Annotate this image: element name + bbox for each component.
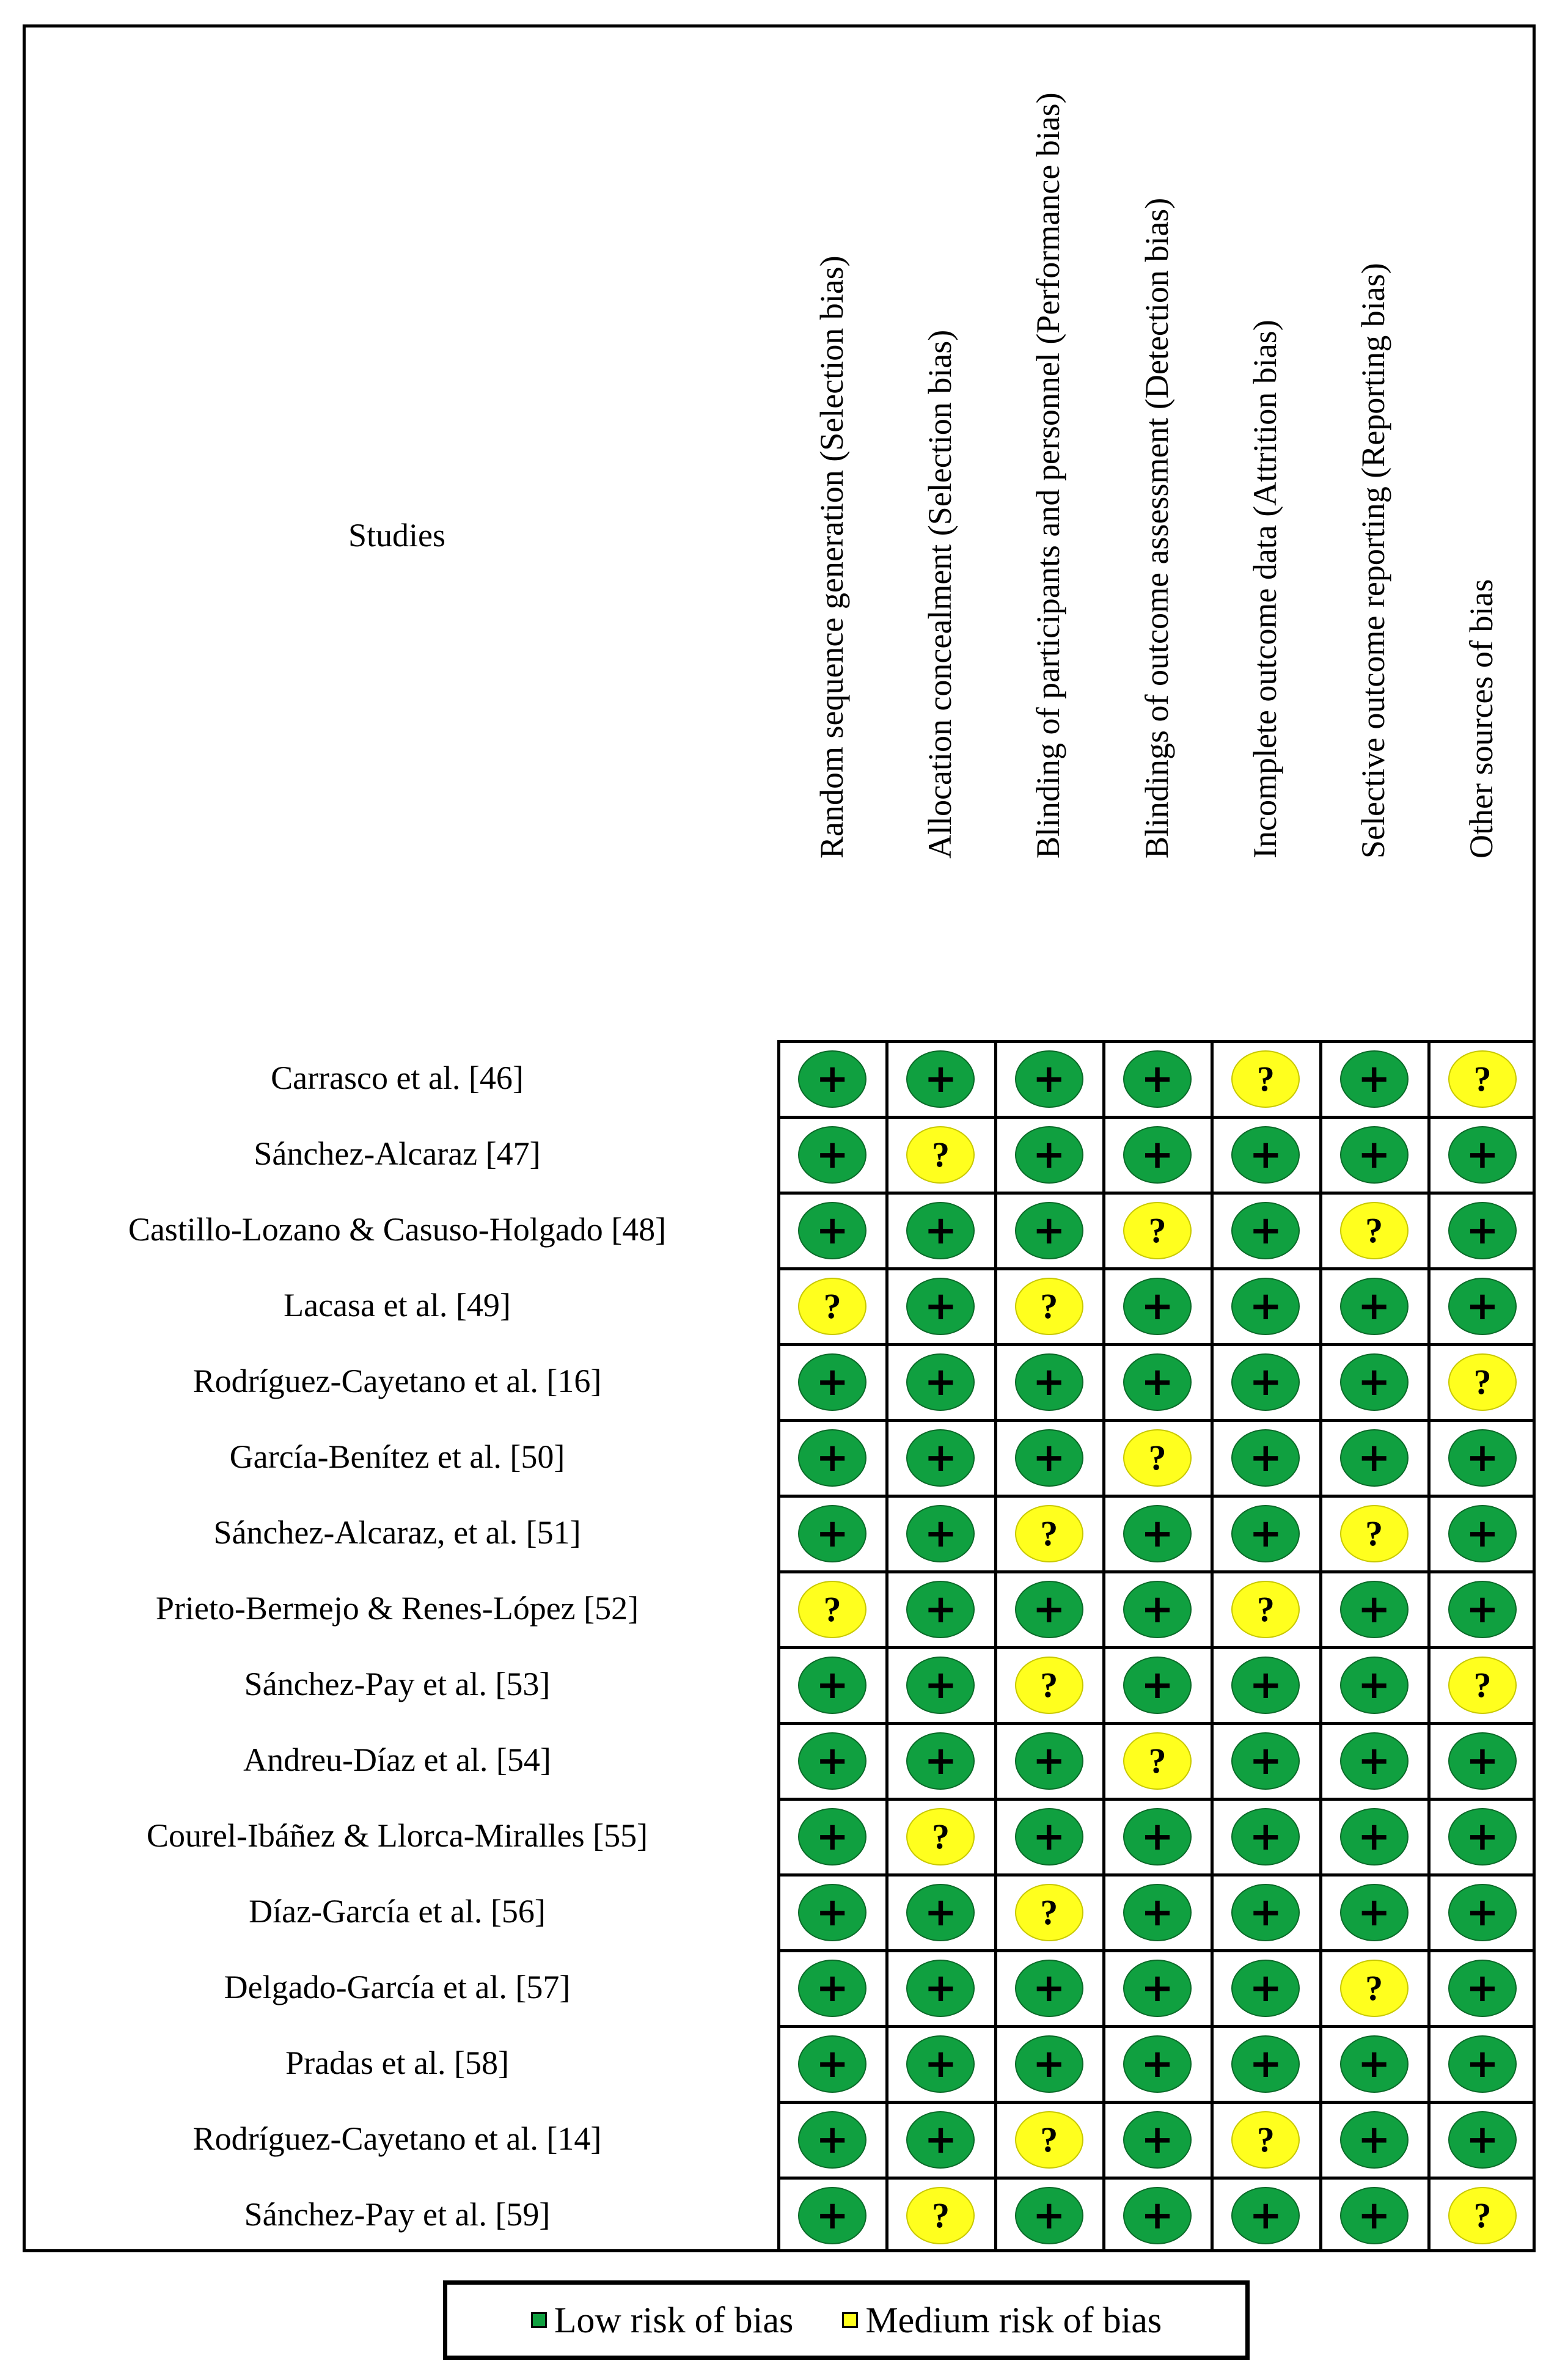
- low-risk-mark: +: [906, 1050, 975, 1108]
- rating-cell: [1429, 1800, 1536, 1873]
- rating-cell: [1104, 1951, 1211, 2025]
- medium-risk-mark: ?: [1015, 1505, 1083, 1562]
- low-risk-mark: +: [906, 1657, 975, 1714]
- low-risk-mark: +: [906, 1278, 975, 1335]
- rating-cell: [1212, 2027, 1319, 2101]
- rating-cell: [779, 1269, 885, 1343]
- rating-cell: [1212, 1193, 1319, 1267]
- legend-swatch-low: [531, 2312, 547, 2328]
- rating-cell: [1104, 2178, 1211, 2252]
- rating-cell: [1212, 1421, 1319, 1495]
- low-risk-mark: +: [1015, 2187, 1083, 2244]
- rating-cell: [996, 1118, 1102, 1192]
- low-risk-mark: +: [1340, 1353, 1409, 1411]
- rating-cell: [1104, 1648, 1211, 1722]
- medium-risk-mark: ?: [1448, 1050, 1517, 1108]
- low-risk-mark: +: [1123, 1505, 1192, 1562]
- low-risk-mark: +: [1231, 1808, 1300, 1866]
- rating-cell: [1321, 1572, 1427, 1646]
- study-label: Rodríguez-Cayetano et al. [14]: [192, 2120, 602, 2157]
- low-risk-mark: +: [798, 1126, 866, 1184]
- rating-cell: [1212, 1572, 1319, 1646]
- rating-cell: [1104, 1042, 1211, 1116]
- rating-cell: [1321, 1269, 1427, 1343]
- low-risk-mark: +: [1340, 1581, 1409, 1638]
- rating-cell: [996, 1421, 1102, 1495]
- rating-cell: [887, 1875, 994, 1949]
- low-risk-mark: +: [798, 1353, 866, 1411]
- low-risk-mark: +: [1015, 2035, 1083, 2093]
- rating-cell: [1429, 1345, 1536, 1419]
- rating-cell: [996, 2027, 1102, 2101]
- medium-risk-mark: ?: [798, 1581, 866, 1638]
- rating-cell: [779, 1042, 885, 1116]
- medium-risk-mark: ?: [1448, 2187, 1517, 2244]
- low-risk-mark: +: [1123, 2111, 1192, 2169]
- low-risk-mark: +: [1448, 1429, 1517, 1487]
- column-header-5: Incomplete outcome data (Attrition bias): [1246, 320, 1283, 859]
- low-risk-mark: +: [1340, 1732, 1409, 1790]
- rating-cell: [779, 1193, 885, 1267]
- rating-cell: [1104, 1800, 1211, 1873]
- study-label: Pradas et al. [58]: [285, 2045, 509, 2081]
- rating-cell: [996, 2103, 1102, 2177]
- low-risk-mark: +: [1015, 1050, 1083, 1108]
- low-risk-mark: +: [1448, 1732, 1517, 1790]
- study-label: Delgado-García et al. [57]: [224, 1969, 571, 2005]
- rating-cell: [1429, 1951, 1536, 2025]
- low-risk-mark: +: [1015, 1202, 1083, 1259]
- rating-cell: [1321, 1648, 1427, 1722]
- rating-cell: [1212, 1800, 1319, 1873]
- rating-cell: [887, 1042, 994, 1116]
- low-risk-mark: +: [906, 1884, 975, 1941]
- low-risk-mark: +: [906, 1429, 975, 1487]
- low-risk-mark: +: [1123, 1278, 1192, 1335]
- rating-cell: [1429, 1496, 1536, 1570]
- low-risk-mark: +: [1340, 1126, 1409, 1184]
- rating-cell: [779, 1724, 885, 1798]
- column-header-4: Blindings of outcome assessment (Detection bias): [1138, 197, 1175, 859]
- low-risk-mark: +: [1015, 1353, 1083, 1411]
- medium-risk-mark: ?: [1231, 1050, 1300, 1108]
- low-risk-mark: +: [1340, 2035, 1409, 2093]
- low-risk-mark: +: [1340, 1050, 1409, 1108]
- rating-cell: [1104, 1724, 1211, 1798]
- low-risk-mark: +: [1123, 2187, 1192, 2244]
- rating-cell: [1429, 2027, 1536, 2101]
- rating-cell: [996, 1042, 1102, 1116]
- study-label: Sánchez-Pay et al. [59]: [244, 2196, 551, 2233]
- rating-cell: [1429, 1118, 1536, 1192]
- column-header-3: Blinding of participants and personnel (Performance bias): [1030, 92, 1067, 859]
- rating-cell: [887, 1951, 994, 2025]
- column-header-2: Allocation concealment (Selection bias): [921, 329, 958, 859]
- rating-cell: [1321, 1496, 1427, 1570]
- rating-cell: [887, 1193, 994, 1267]
- rating-cell: [1212, 1042, 1319, 1116]
- rating-cell: [1212, 1269, 1319, 1343]
- rating-cell: [1429, 1193, 1536, 1267]
- rating-cell: [779, 1345, 885, 1419]
- low-risk-mark: +: [798, 2111, 866, 2169]
- medium-risk-mark: ?: [1015, 2111, 1083, 2169]
- low-risk-mark: +: [1340, 1884, 1409, 1941]
- rating-cell: [1321, 1800, 1427, 1873]
- rating-cell: [887, 2178, 994, 2252]
- low-risk-mark: +: [798, 1732, 866, 1790]
- rating-cell: [1429, 1421, 1536, 1495]
- low-risk-mark: +: [906, 1505, 975, 1562]
- medium-risk-mark: ?: [1340, 1960, 1409, 2017]
- rating-cell: [1104, 2103, 1211, 2177]
- low-risk-mark: +: [1340, 1657, 1409, 1714]
- low-risk-mark: +: [1123, 1581, 1192, 1638]
- low-risk-mark: +: [1340, 2187, 1409, 2244]
- low-risk-mark: +: [906, 2111, 975, 2169]
- rating-cell: [779, 2027, 885, 2101]
- low-risk-mark: +: [906, 1960, 975, 2017]
- rating-cell: [1212, 1724, 1319, 1798]
- rating-cell: [1321, 1875, 1427, 1949]
- rating-cell: [996, 1496, 1102, 1570]
- rating-cell: [887, 1724, 994, 1798]
- medium-risk-mark: ?: [1340, 1202, 1409, 1259]
- rating-cell: [779, 1118, 885, 1192]
- rating-cell: [887, 1648, 994, 1722]
- rating-cell: [996, 1345, 1102, 1419]
- legend-item-medium: [842, 2299, 1162, 2342]
- legend-label-medium: Medium risk of bias: [865, 2299, 1162, 2340]
- rating-cell: [996, 1875, 1102, 1949]
- rating-cell: [1212, 2178, 1319, 2252]
- low-risk-mark: +: [798, 1960, 866, 2017]
- low-risk-mark: +: [1448, 1960, 1517, 2017]
- low-risk-mark: +: [798, 1808, 866, 1866]
- legend-item-low: [531, 2299, 794, 2342]
- rating-cell: [887, 1421, 994, 1495]
- rating-cell: [996, 1269, 1102, 1343]
- study-label: Sánchez-Alcaraz [47]: [254, 1135, 541, 1172]
- medium-risk-mark: ?: [906, 1808, 975, 1866]
- study-label: García-Benítez et al. [50]: [229, 1438, 565, 1475]
- rating-cell: [1321, 1724, 1427, 1798]
- rating-cell: [1429, 1572, 1536, 1646]
- rating-cell: [887, 1572, 994, 1646]
- rating-cell: [779, 2103, 885, 2177]
- low-risk-mark: +: [906, 2035, 975, 2093]
- rating-cell: [779, 1572, 885, 1646]
- low-risk-mark: +: [1231, 1353, 1300, 1411]
- rating-cell: [1212, 1345, 1319, 1419]
- low-risk-mark: +: [798, 1884, 866, 1941]
- rating-cell: [887, 1496, 994, 1570]
- low-risk-mark: +: [1123, 1353, 1192, 1411]
- medium-risk-mark: ?: [798, 1278, 866, 1335]
- study-label: Courel-Ibáñez & Llorca-Miralles [55]: [146, 1817, 648, 1854]
- rating-cell: [996, 1648, 1102, 1722]
- rating-cell: [1212, 1496, 1319, 1570]
- legend-label-low: Low risk of bias: [554, 2299, 794, 2340]
- low-risk-mark: +: [1231, 1732, 1300, 1790]
- low-risk-mark: +: [798, 1050, 866, 1108]
- rating-cell: [996, 2178, 1102, 2252]
- rating-cell: [996, 1572, 1102, 1646]
- study-label: Díaz-García et al. [56]: [249, 1893, 546, 1930]
- rating-cell: [779, 2178, 885, 2252]
- low-risk-mark: +: [1231, 1202, 1300, 1259]
- rating-cell: [1104, 2027, 1211, 2101]
- rating-cell: [996, 1800, 1102, 1873]
- low-risk-mark: +: [1448, 1202, 1517, 1259]
- column-header-6: Selective outcome reporting (Reporting bias): [1355, 263, 1392, 859]
- low-risk-mark: +: [1123, 1050, 1192, 1108]
- rating-cell: [1212, 1951, 1319, 2025]
- studies-column-title: Studies: [348, 517, 446, 554]
- rating-cell: [1212, 2103, 1319, 2177]
- rating-cell: [1429, 1724, 1536, 1798]
- low-risk-mark: +: [906, 1732, 975, 1790]
- low-risk-mark: +: [1015, 1581, 1083, 1638]
- risk-of-bias-grid: [777, 1040, 1536, 2252]
- rating-cell: [996, 1193, 1102, 1267]
- rating-cell: [1212, 1118, 1319, 1192]
- low-risk-mark: +: [1231, 1505, 1300, 1562]
- low-risk-mark: +: [798, 2035, 866, 2093]
- medium-risk-mark: ?: [1448, 1657, 1517, 1714]
- medium-risk-mark: ?: [1123, 1429, 1192, 1487]
- low-risk-mark: +: [798, 1657, 866, 1714]
- low-risk-mark: +: [1123, 2035, 1192, 2093]
- rating-cell: [1104, 1496, 1211, 1570]
- low-risk-mark: +: [1015, 1732, 1083, 1790]
- rating-cell: [779, 1951, 885, 2025]
- low-risk-mark: +: [798, 2187, 866, 2244]
- medium-risk-mark: ?: [1015, 1278, 1083, 1335]
- low-risk-mark: +: [1231, 1657, 1300, 1714]
- low-risk-mark: +: [1015, 1808, 1083, 1866]
- rating-cell: [1104, 1118, 1211, 1192]
- rating-cell: [1321, 2178, 1427, 2252]
- rating-cell: [1429, 1042, 1536, 1116]
- low-risk-mark: +: [1231, 1884, 1300, 1941]
- rating-cell: [1104, 1875, 1211, 1949]
- low-risk-mark: +: [798, 1429, 866, 1487]
- medium-risk-mark: ?: [906, 1126, 975, 1184]
- legend-swatch-medium: [842, 2312, 858, 2328]
- rating-cell: [1321, 1951, 1427, 2025]
- low-risk-mark: +: [1015, 1960, 1083, 2017]
- low-risk-mark: +: [1448, 1808, 1517, 1866]
- rating-cell: [1429, 1875, 1536, 1949]
- low-risk-mark: +: [1340, 1808, 1409, 1866]
- rating-cell: [1104, 1345, 1211, 1419]
- rating-cell: [1429, 1648, 1536, 1722]
- medium-risk-mark: ?: [906, 2187, 975, 2244]
- low-risk-mark: +: [1015, 1429, 1083, 1487]
- rating-cell: [1212, 1648, 1319, 1722]
- low-risk-mark: +: [1231, 2187, 1300, 2244]
- rating-cell: [1321, 2103, 1427, 2177]
- low-risk-mark: +: [1448, 1505, 1517, 1562]
- rating-cell: [1429, 2178, 1536, 2252]
- rating-cell: [779, 1875, 885, 1949]
- low-risk-mark: +: [1123, 1126, 1192, 1184]
- low-risk-mark: +: [1340, 1278, 1409, 1335]
- rating-cell: [779, 1648, 885, 1722]
- study-label: Sánchez-Alcaraz, et al. [51]: [213, 1514, 581, 1551]
- low-risk-mark: +: [1231, 1960, 1300, 2017]
- rating-cell: [1104, 1421, 1211, 1495]
- rating-cell: [1321, 1042, 1427, 1116]
- low-risk-mark: +: [906, 1202, 975, 1259]
- low-risk-mark: +: [1231, 1278, 1300, 1335]
- low-risk-mark: +: [1231, 2035, 1300, 2093]
- low-risk-mark: +: [798, 1202, 866, 1259]
- low-risk-mark: +: [906, 1353, 975, 1411]
- rating-cell: [887, 1800, 994, 1873]
- low-risk-mark: +: [1448, 2111, 1517, 2169]
- medium-risk-mark: ?: [1340, 1505, 1409, 1562]
- study-label: Lacasa et al. [49]: [284, 1287, 511, 1324]
- low-risk-mark: +: [1123, 1884, 1192, 1941]
- rating-cell: [1321, 1421, 1427, 1495]
- low-risk-mark: +: [1015, 1126, 1083, 1184]
- rating-cell: [1321, 1118, 1427, 1192]
- medium-risk-mark: ?: [1015, 1657, 1083, 1714]
- legend: [443, 2280, 1250, 2360]
- low-risk-mark: +: [1123, 1657, 1192, 1714]
- rating-cell: [779, 1496, 885, 1570]
- low-risk-mark: +: [906, 1581, 975, 1638]
- rating-cell: [1104, 1572, 1211, 1646]
- rating-cell: [779, 1800, 885, 1873]
- rating-cell: [1104, 1193, 1211, 1267]
- study-label: Andreu-Díaz et al. [54]: [243, 1741, 551, 1778]
- low-risk-mark: +: [1340, 1429, 1409, 1487]
- medium-risk-mark: ?: [1231, 2111, 1300, 2169]
- study-label: Sánchez-Pay et al. [53]: [244, 1666, 551, 1702]
- rating-cell: [887, 2027, 994, 2101]
- low-risk-mark: +: [1448, 1126, 1517, 1184]
- rating-cell: [1104, 1269, 1211, 1343]
- rating-cell: [1429, 2103, 1536, 2177]
- rating-cell: [779, 1421, 885, 1495]
- study-label: Carrasco et al. [46]: [271, 1060, 524, 1096]
- rating-cell: [1321, 2027, 1427, 2101]
- low-risk-mark: +: [1340, 2111, 1409, 2169]
- rating-cell: [887, 1269, 994, 1343]
- column-header-1: Random sequence generation (Selection bias): [813, 255, 850, 859]
- study-label: Prieto-Bermejo & Renes-López [52]: [155, 1590, 639, 1627]
- rating-cell: [887, 2103, 994, 2177]
- rating-cell: [1321, 1345, 1427, 1419]
- low-risk-mark: +: [1123, 1960, 1192, 2017]
- study-label: Rodríguez-Cayetano et al. [16]: [192, 1363, 602, 1399]
- rating-cell: [996, 1724, 1102, 1798]
- low-risk-mark: +: [1231, 1126, 1300, 1184]
- low-risk-mark: +: [1448, 2035, 1517, 2093]
- rating-cell: [1212, 1875, 1319, 1949]
- low-risk-mark: +: [798, 1505, 866, 1562]
- column-header-7: Other sources of bias: [1463, 579, 1500, 859]
- medium-risk-mark: ?: [1231, 1581, 1300, 1638]
- low-risk-mark: +: [1448, 1884, 1517, 1941]
- medium-risk-mark: ?: [1123, 1732, 1192, 1790]
- study-label: Castillo-Lozano & Casuso-Holgado [48]: [128, 1211, 667, 1248]
- medium-risk-mark: ?: [1015, 1884, 1083, 1941]
- rating-cell: [1321, 1193, 1427, 1267]
- low-risk-mark: +: [1231, 1429, 1300, 1487]
- rating-cell: [887, 1118, 994, 1192]
- medium-risk-mark: ?: [1448, 1353, 1517, 1411]
- low-risk-mark: +: [1448, 1278, 1517, 1335]
- low-risk-mark: +: [1123, 1808, 1192, 1866]
- low-risk-mark: +: [1448, 1581, 1517, 1638]
- medium-risk-mark: ?: [1123, 1202, 1192, 1259]
- rating-cell: [1429, 1269, 1536, 1343]
- rating-cell: [996, 1951, 1102, 2025]
- rating-cell: [887, 1345, 994, 1419]
